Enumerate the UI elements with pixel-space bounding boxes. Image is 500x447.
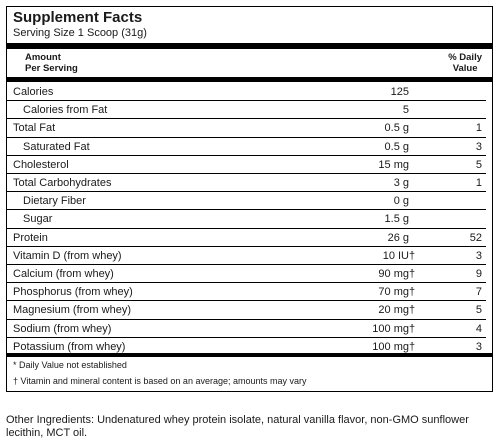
nutrient-name: Calories from Fat	[23, 104, 108, 117]
nutrient-amount: 20 mg	[378, 304, 409, 317]
header-daily-value	[448, 52, 482, 74]
other-ingredients: Other Ingredients: Undenatured whey protein isolate, natural vanilla flavor, non-GMO sunflower lecithin, MCT oil.	[6, 414, 469, 439]
dagger-mark: †	[409, 249, 416, 262]
nutrient-amount: 125	[390, 86, 409, 98]
thick-divider-top	[7, 43, 492, 49]
nutrient-daily-value: 1	[475, 122, 482, 135]
nutrient-name: Potassium (from whey)	[13, 340, 126, 353]
header-amount-line1: Amount	[25, 52, 61, 63]
header-dv-line1: % Daily	[448, 52, 482, 63]
nutrient-daily-value: 3	[475, 249, 482, 262]
nutrient-amount: 100 mg	[372, 340, 409, 353]
nutrient-row	[13, 156, 486, 174]
nutrient-name: Protein	[13, 231, 48, 244]
nutrient-name: Dietary Fiber	[23, 195, 86, 208]
footnote-vitamin-mineral: † Vitamin and mineral content is based on an average; amounts may vary	[13, 376, 307, 386]
header-dv-line2: Value	[452, 63, 478, 74]
footnote-daily-value: * Daily Value not established	[13, 360, 127, 370]
nutrient-daily-value: 3	[475, 140, 482, 153]
dagger-mark: †	[409, 304, 416, 317]
dagger-mark: †	[409, 286, 416, 299]
nutrient-amount: 90 mg	[378, 268, 409, 280]
nutrient-amount: 0 g	[393, 195, 409, 208]
nutrient-amount: 0.5 g	[384, 122, 409, 135]
nutrient-amount: 15 mg	[378, 158, 409, 171]
nutrient-row	[13, 320, 486, 338]
nutrient-row	[13, 301, 486, 319]
nutrient-name: Total Fat	[13, 122, 56, 135]
thick-divider-header	[7, 77, 492, 82]
nutrient-daily-value: 5	[475, 158, 482, 171]
nutrient-name: Sodium (from whey)	[13, 322, 112, 335]
nutrient-row	[13, 229, 486, 247]
nutrient-amount: 1.5 g	[384, 213, 409, 226]
nutrient-amount: 3 g	[393, 177, 409, 189]
nutrient-row	[13, 83, 486, 101]
nutrient-daily-value: 4	[475, 322, 482, 335]
nutrient-name: Total Carbohydrates	[13, 177, 112, 189]
nutrient-row	[13, 119, 486, 137]
nutrient-row	[13, 283, 486, 301]
nutrient-name: Vitamin D (from whey)	[13, 249, 122, 262]
nutrient-amount: 100 mg	[372, 322, 409, 335]
nutrient-name: Calories	[13, 86, 54, 98]
nutrient-amount: 26 g	[387, 231, 409, 244]
nutrient-row	[13, 138, 486, 156]
nutrient-row	[13, 210, 486, 228]
header-amount-line2: Per Serving	[25, 63, 78, 74]
nutrient-row	[13, 174, 486, 192]
nutrient-amount: 0.5 g	[384, 140, 409, 153]
nutrient-daily-value: 5	[475, 304, 482, 317]
nutrient-name: Calcium (from whey)	[13, 268, 114, 280]
header-amount	[25, 52, 78, 74]
nutrient-name: Cholesterol	[13, 158, 69, 171]
dagger-mark: †	[409, 322, 416, 335]
nutrient-name: Saturated Fat	[23, 140, 90, 153]
nutrient-row	[13, 192, 486, 210]
nutrient-name: Magnesium (from whey)	[13, 304, 131, 317]
nutrient-row	[13, 247, 486, 265]
nutrient-name: Sugar	[23, 213, 53, 226]
supplement-facts-panel	[6, 6, 493, 392]
dagger-mark: †	[409, 340, 416, 353]
nutrient-daily-value: 52	[469, 231, 482, 244]
nutrient-amount: 70 mg	[378, 286, 409, 299]
nutrient-name: Phosphorus (from whey)	[13, 286, 133, 299]
serving-size: Serving Size 1 Scoop (31g)	[13, 27, 147, 39]
nutrient-amount: 10 IU	[382, 249, 409, 262]
nutrient-row	[13, 265, 486, 283]
nutrient-daily-value: 1	[475, 177, 482, 189]
nutrient-daily-value: 9	[475, 268, 482, 280]
nutrient-daily-value: 7	[475, 286, 482, 299]
nutrient-daily-value: 3	[475, 340, 482, 353]
nutrient-row	[13, 101, 486, 119]
thick-divider-bottom	[7, 353, 492, 357]
nutrient-amount: 5	[402, 104, 409, 117]
panel-title: Supplement Facts	[13, 9, 143, 26]
dagger-mark: †	[409, 268, 416, 280]
